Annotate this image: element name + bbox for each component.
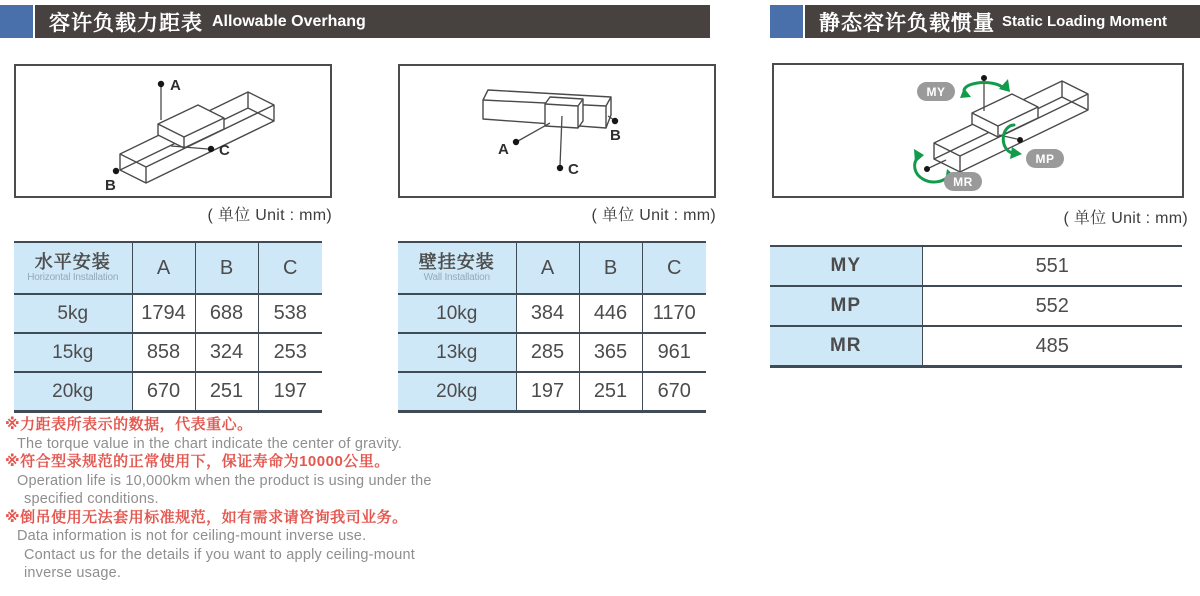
note-en: specified conditions.	[24, 491, 159, 507]
value-cell: 1794	[132, 294, 195, 333]
value-cell: 538	[258, 294, 322, 333]
table-row	[14, 372, 322, 412]
value-cell: 1170	[642, 294, 706, 333]
header-bar	[35, 5, 710, 38]
install-type-header: 水平安装 Horizontal Installation	[14, 242, 132, 294]
table-row	[770, 326, 1182, 367]
unit-label-horizontal: ( 单位 Unit : mm)	[207, 207, 332, 224]
value-cell: 197	[258, 372, 322, 412]
value-cell: 858	[132, 333, 195, 372]
dimension-b	[608, 116, 621, 144]
value-cell: 324	[195, 333, 258, 372]
header-accent-square	[770, 5, 803, 38]
value-cell: 253	[258, 333, 322, 372]
value-cell: 251	[579, 372, 642, 412]
svg-text:C: C	[568, 161, 579, 178]
value-cell: 670	[642, 372, 706, 412]
header-bar	[805, 5, 1200, 38]
value-cell: 688	[195, 294, 258, 333]
footnotes	[5, 416, 565, 583]
moment-table	[770, 245, 1182, 368]
moment-rail-drawing	[774, 65, 1182, 196]
table-row	[770, 286, 1182, 326]
unit-label-wall: ( 单位 Unit : mm)	[591, 207, 716, 224]
svg-text:A: A	[170, 77, 181, 94]
overhang-title-en: Allowable Overhang	[212, 12, 366, 30]
col-header-b: B	[195, 242, 258, 294]
load-cell: 15kg	[14, 333, 132, 372]
unit-label-moment: ( 单位 Unit : mm)	[1063, 210, 1188, 227]
overhang-title-zh: 容许负载力距表	[49, 11, 203, 35]
svg-text:C: C	[219, 142, 230, 159]
svg-text:MR: MR	[953, 175, 973, 189]
table-row	[398, 294, 706, 333]
table-row	[398, 372, 706, 412]
diagram-wall-installation	[398, 64, 716, 198]
install-type-header: 壁挂安装 Wall Installation	[398, 242, 516, 294]
note-en: Data information is not for ceiling-mount inverse use.	[17, 528, 367, 544]
load-cell: 13kg	[398, 333, 516, 372]
table-header-row	[398, 242, 706, 294]
svg-text:B: B	[105, 177, 116, 194]
note-zh: ※倒吊使用无法套用标准规范，如有需求请咨询我司业务。	[5, 508, 408, 526]
dimension-a	[158, 77, 181, 120]
note-en: The torque value in the chart indicate the center of gravity.	[17, 435, 403, 452]
horizontal-installation-table	[14, 241, 322, 413]
dimension-a	[498, 123, 550, 158]
value-cell: 384	[516, 294, 579, 333]
horizontal-rail-drawing	[16, 66, 330, 196]
note-zh: ※符合型录规范的正常使用下，保证寿命为10000公里。	[5, 453, 390, 470]
value-cell: 251	[195, 372, 258, 412]
moment-label-cell: MP	[770, 286, 922, 326]
col-header-c: C	[258, 242, 322, 294]
svg-text:MP: MP	[1035, 152, 1055, 166]
col-header-b: B	[579, 242, 642, 294]
value-cell: 365	[579, 333, 642, 372]
moment-value-cell: 485	[922, 326, 1182, 367]
table-row	[770, 246, 1182, 286]
moment-value-cell: 551	[922, 246, 1182, 286]
col-header-c: C	[642, 242, 706, 294]
note-en: Operation life is 10,000km when the product is using under the	[17, 472, 432, 489]
moment-label-cell: MY	[770, 246, 922, 286]
wall-installation-table	[398, 241, 706, 413]
load-cell: 10kg	[398, 294, 516, 333]
load-cell: 5kg	[14, 294, 132, 333]
col-header-a: A	[132, 242, 195, 294]
svg-text:A: A	[498, 141, 509, 158]
col-header-a: A	[516, 242, 579, 294]
value-cell: 670	[132, 372, 195, 412]
note-zh: ※力距表所表示的数据，代表重心。	[5, 416, 253, 433]
moment-value-cell: 552	[922, 286, 1182, 326]
moment-title-zh: 静态容许负载惯量	[819, 11, 995, 35]
section-header-overhang	[0, 5, 710, 38]
diagram-loading-moment	[772, 63, 1184, 198]
section-header-moment	[770, 5, 1200, 38]
svg-text:MY: MY	[926, 85, 946, 99]
value-cell: 446	[579, 294, 642, 333]
table-row	[398, 333, 706, 372]
moment-title-en: Static Loading Moment	[1002, 13, 1167, 30]
svg-text:B: B	[610, 127, 621, 144]
value-cell: 961	[642, 333, 706, 372]
load-cell: 20kg	[398, 372, 516, 412]
note-en: Contact us for the details if you want to apply ceiling-mount	[24, 546, 416, 563]
note-en: inverse usage.	[24, 565, 122, 581]
table-header-row	[14, 242, 322, 294]
wall-rail-drawing	[400, 66, 714, 196]
table-row	[14, 294, 322, 333]
dimension-b	[105, 168, 119, 194]
load-cell: 20kg	[14, 372, 132, 412]
value-cell: 197	[516, 372, 579, 412]
diagram-horizontal-installation	[14, 64, 332, 198]
value-cell: 285	[516, 333, 579, 372]
header-accent-square	[0, 5, 33, 38]
moment-label-cell: MR	[770, 326, 922, 367]
rail-carriage	[545, 97, 583, 128]
table-row	[14, 333, 322, 372]
